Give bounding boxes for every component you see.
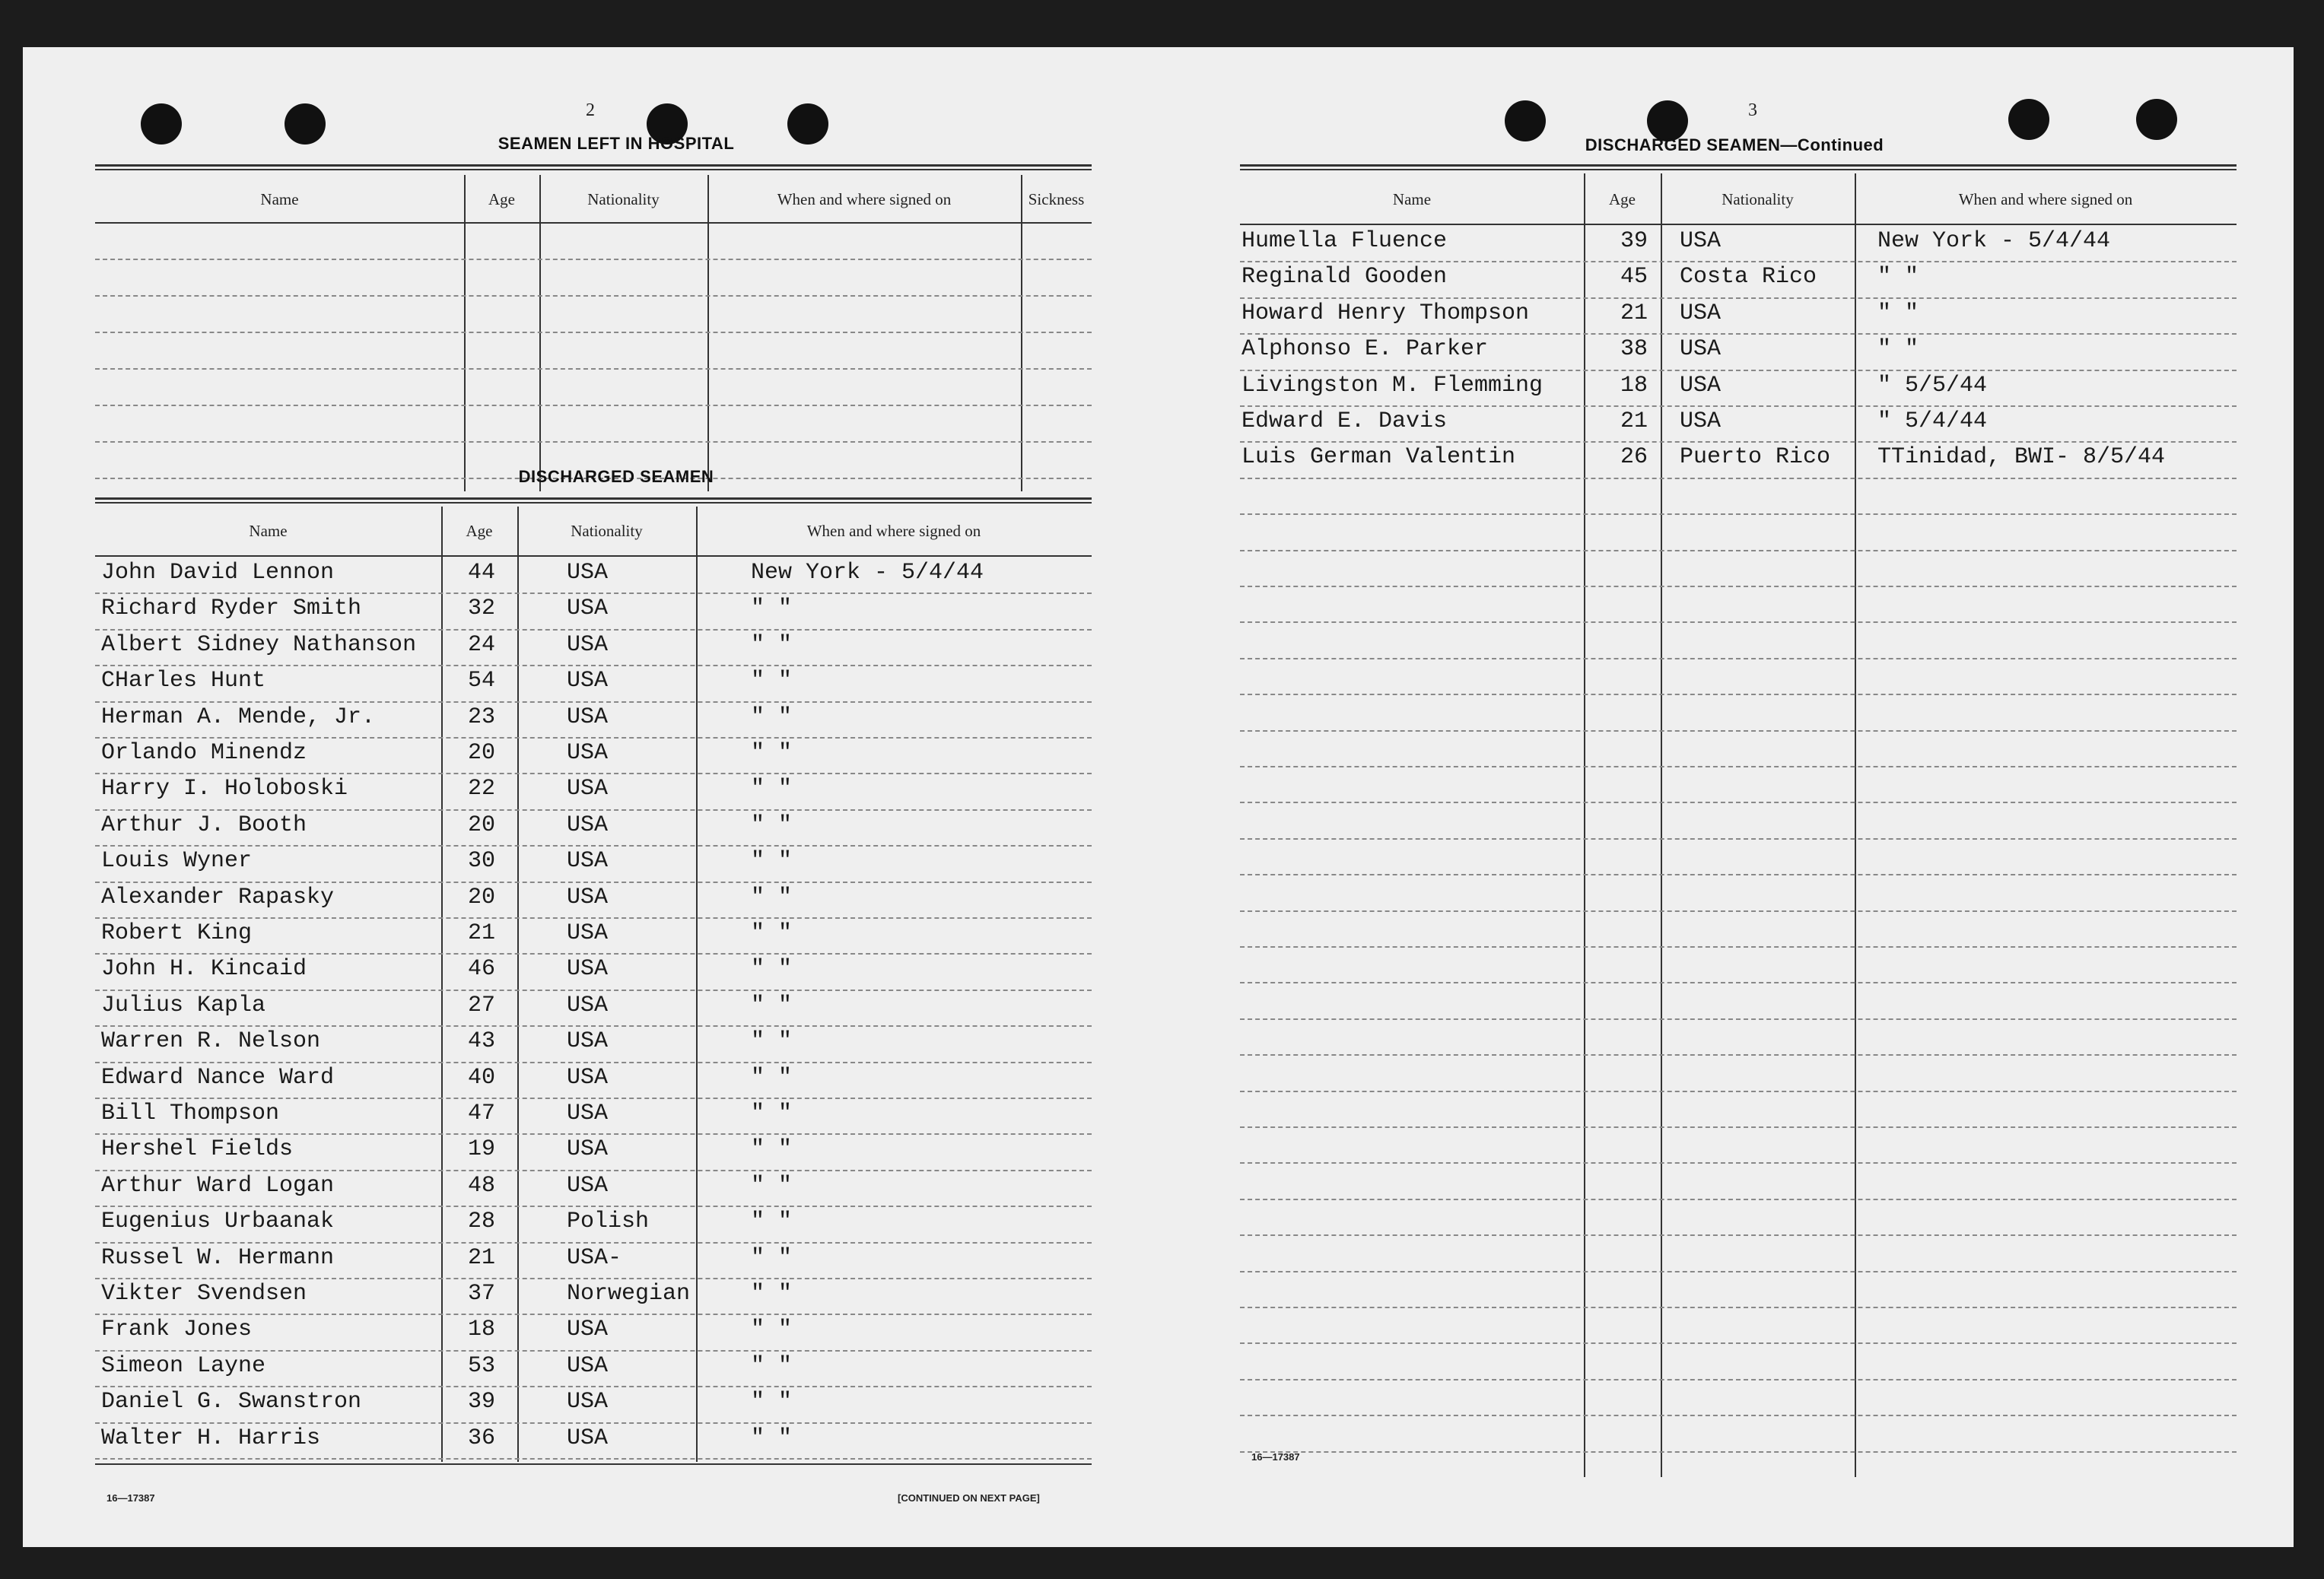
punch-hole — [285, 103, 326, 145]
cell-nationality: USA — [567, 1064, 609, 1091]
cell-name: Edward Nance Ward — [101, 1064, 335, 1091]
cell-nationality: USA — [567, 1028, 609, 1055]
table-bottom-rule — [95, 1463, 1092, 1465]
cell-nationality: USA — [567, 920, 609, 946]
discharged-section-title: DISCHARGED SEAMEN — [518, 467, 714, 486]
cell-nationality: USA — [567, 1425, 609, 1451]
cell-nationality: USA — [567, 1317, 609, 1343]
cell-name: Russel W. Hermann — [101, 1244, 335, 1271]
cell-age: 54 — [468, 668, 496, 694]
cell-signed: " " — [751, 1244, 793, 1271]
table-row — [95, 596, 1092, 631]
discharged-continued-table — [1240, 173, 2237, 1477]
cell-signed: TTinidad, BWI- 8/5/44 — [1877, 444, 2166, 471]
table-row — [95, 993, 1092, 1028]
header-name: Name — [1392, 190, 1432, 208]
cell-signed: " " — [751, 1028, 793, 1055]
table-row — [95, 776, 1092, 812]
cell-nationality: Polish — [567, 1209, 650, 1235]
cell-nationality: USA — [1680, 408, 1722, 434]
discharged-title-rule — [95, 497, 1092, 504]
cell-signed: " " — [751, 956, 793, 983]
cell-age: 53 — [468, 1352, 496, 1379]
cell-name: Alphonso E. Parker — [1241, 336, 1489, 363]
cell-name: Simeon Layne — [101, 1352, 266, 1379]
page-number-right: 3 — [1748, 100, 1757, 120]
cell-name: Richard Ryder Smith — [101, 596, 362, 622]
cell-age: 18 — [1620, 372, 1648, 399]
cell-name: Bill Thompson — [101, 1101, 280, 1126]
cell-nationality: USA — [567, 1172, 609, 1199]
cell-name: Herman A. Mende, Jr. — [101, 704, 376, 730]
cell-signed: " 5/4/44 — [1877, 408, 1988, 434]
cell-signed: " " — [751, 631, 793, 658]
cell-signed: " " — [751, 1352, 793, 1379]
table-row — [1240, 444, 2237, 480]
punch-hole — [2136, 99, 2177, 140]
table-row — [95, 1028, 1092, 1064]
cell-name: Albert Sidney Nathanson — [101, 631, 417, 658]
table-row — [95, 740, 1092, 776]
header-nationality: Nationality — [571, 522, 643, 540]
cell-nationality: USA — [567, 992, 609, 1018]
cell-age: 21 — [1620, 300, 1648, 326]
cell-name: Walter H. Harris — [101, 1425, 321, 1451]
cell-signed: " " — [751, 1136, 793, 1163]
table-row — [95, 1245, 1092, 1281]
cell-nationality: USA — [567, 596, 609, 622]
cell-age: 21 — [468, 920, 496, 946]
cell-age: 23 — [468, 704, 496, 730]
cell-nationality: USA — [567, 740, 609, 766]
cell-signed: " " — [751, 596, 793, 622]
table-row — [1240, 300, 2237, 336]
cell-name: Humella Fluence — [1241, 228, 1448, 254]
cell-name: Alexander Rapasky — [101, 884, 335, 910]
cell-age: 48 — [468, 1172, 496, 1199]
hospital-table — [95, 175, 1092, 491]
cell-name: Luis German Valentin — [1241, 444, 1516, 471]
cell-name: Julius Kapla — [101, 992, 266, 1018]
table-row — [95, 920, 1092, 956]
table-row — [95, 1101, 1092, 1136]
cell-age: 26 — [1620, 444, 1648, 471]
header-nationality: Nationality — [587, 190, 660, 208]
cell-nationality: USA- — [567, 1244, 622, 1271]
cell-signed: " " — [1877, 336, 1919, 363]
header-signed-on: When and where signed on — [777, 190, 952, 208]
form-number-left: 16—17387 — [107, 1492, 155, 1504]
punch-hole — [141, 103, 182, 145]
table-row — [95, 885, 1092, 920]
cell-age: 43 — [468, 1028, 496, 1055]
cell-name: Arthur J. Booth — [101, 812, 307, 838]
hospital-title-rule — [95, 164, 1092, 170]
cell-age: 24 — [468, 631, 496, 658]
hospital-section-title: SEAMEN LEFT IN HOSPITAL — [498, 134, 735, 153]
cell-age: 39 — [468, 1389, 496, 1415]
cell-name: Louis Wyner — [101, 848, 253, 875]
cell-age: 21 — [1620, 408, 1648, 434]
cell-name: Orlando Minendz — [101, 740, 307, 766]
punch-hole — [2008, 99, 2049, 140]
header-nationality: Nationality — [1722, 190, 1794, 208]
cell-nationality: USA — [567, 560, 609, 586]
header-signed-on: When and where signed on — [806, 522, 981, 540]
table-row — [95, 812, 1092, 848]
table-row — [95, 704, 1092, 740]
cell-age: 44 — [468, 560, 496, 586]
cell-name: Edward E. Davis — [1241, 408, 1448, 434]
cell-age: 20 — [468, 740, 496, 766]
cell-signed: " " — [1877, 300, 1919, 326]
cell-age: 40 — [468, 1064, 496, 1091]
table-row — [95, 1065, 1092, 1101]
cell-signed: New York - 5/4/44 — [1877, 228, 2111, 254]
cell-signed: " " — [751, 1317, 793, 1343]
cell-signed: " " — [751, 848, 793, 875]
table-row — [1240, 264, 2237, 300]
cell-nationality: USA — [567, 1101, 609, 1126]
header-name: Name — [249, 522, 288, 540]
cell-age: 20 — [468, 812, 496, 838]
table-row — [95, 668, 1092, 704]
cell-signed: New York - 5/4/44 — [751, 560, 984, 586]
cell-name: Warren R. Nelson — [101, 1028, 321, 1055]
cell-age: 20 — [468, 884, 496, 910]
cell-age: 22 — [468, 776, 496, 802]
cell-age: 47 — [468, 1101, 496, 1126]
cell-signed: " " — [751, 1101, 793, 1126]
cell-signed: " " — [751, 992, 793, 1018]
cell-nationality: USA — [567, 1389, 609, 1415]
table-row — [95, 1425, 1092, 1461]
cell-name: Arthur Ward Logan — [101, 1172, 335, 1199]
table-row — [95, 1281, 1092, 1317]
cell-signed: " " — [751, 776, 793, 802]
cell-nationality: USA — [1680, 300, 1722, 326]
cell-signed: " " — [751, 1209, 793, 1235]
cell-age: 28 — [468, 1209, 496, 1235]
cell-signed: " " — [751, 812, 793, 838]
cell-age: 30 — [468, 848, 496, 875]
header-age: Age — [466, 522, 493, 540]
cell-signed: " " — [751, 1064, 793, 1091]
cell-age: 45 — [1620, 264, 1648, 291]
right-title-rule — [1240, 164, 2237, 170]
table-row — [1240, 336, 2237, 372]
form-number-right: 16—17387 — [1251, 1451, 1300, 1463]
cell-name: Hershel Fields — [101, 1136, 294, 1163]
right-section-title: DISCHARGED SEAMEN—Continued — [1585, 135, 1884, 154]
table-row — [1240, 373, 2237, 408]
table-row — [95, 1136, 1092, 1172]
cell-nationality: USA — [567, 848, 609, 875]
cell-name: Vikter Svendsen — [101, 1281, 307, 1307]
page-number-left: 2 — [586, 100, 595, 120]
cell-age: 37 — [468, 1281, 496, 1307]
cell-age: 21 — [468, 1244, 496, 1271]
cell-name: Reginald Gooden — [1241, 264, 1448, 291]
cell-nationality: USA — [567, 1136, 609, 1163]
header-name: Name — [260, 190, 299, 208]
header-age: Age — [488, 190, 515, 208]
cell-name: Howard Henry Thompson — [1241, 300, 1530, 326]
continued-note: [CONTINUED ON NEXT PAGE] — [898, 1492, 1040, 1504]
cell-name: CHarles Hunt — [101, 668, 266, 694]
cell-age: 38 — [1620, 336, 1648, 363]
cell-nationality: USA — [567, 956, 609, 983]
cell-nationality: USA — [567, 812, 609, 838]
cell-age: 36 — [468, 1425, 496, 1451]
punch-hole — [1505, 100, 1546, 141]
cell-signed: " " — [751, 1425, 793, 1451]
table-row — [95, 1209, 1092, 1244]
punch-hole — [787, 103, 828, 145]
cell-signed: " " — [751, 1389, 793, 1415]
cell-name: Daniel G. Swanstron — [101, 1389, 362, 1415]
cell-age: 27 — [468, 992, 496, 1018]
cell-nationality: USA — [567, 1352, 609, 1379]
cell-nationality: USA — [567, 884, 609, 910]
cell-signed: " " — [751, 1172, 793, 1199]
cell-nationality: USA — [1680, 372, 1722, 399]
cell-name: John David Lennon — [101, 560, 335, 586]
cell-nationality: USA — [567, 704, 609, 730]
table-row — [95, 956, 1092, 992]
table-row — [95, 1389, 1092, 1425]
table-row — [95, 1353, 1092, 1389]
header-sickness: Sickness — [1028, 190, 1085, 208]
cell-nationality: USA — [1680, 228, 1722, 254]
cell-age: 32 — [468, 596, 496, 622]
cell-signed: " " — [751, 1281, 793, 1307]
cell-name: John H. Kincaid — [101, 956, 307, 983]
cell-nationality: USA — [567, 776, 609, 802]
header-signed-on: When and where signed on — [1958, 190, 2133, 208]
cell-nationality: USA — [567, 668, 609, 694]
cell-signed: " " — [751, 884, 793, 910]
header-age: Age — [1609, 190, 1636, 208]
cell-name: Livingston M. Flemming — [1241, 372, 1544, 399]
document-paper — [23, 47, 2294, 1547]
table-row — [1240, 408, 2237, 444]
cell-age: 19 — [468, 1136, 496, 1163]
cell-signed: " " — [751, 920, 793, 946]
cell-nationality: Puerto Rico — [1680, 444, 1831, 471]
table-row — [95, 848, 1092, 884]
cell-name: Eugenius Urbaanak — [101, 1209, 335, 1235]
cell-nationality: Norwegian — [567, 1281, 691, 1307]
cell-name: Robert King — [101, 920, 253, 946]
discharged-table — [95, 507, 1092, 1462]
table-row — [1240, 228, 2237, 264]
cell-signed: " " — [1877, 264, 1919, 291]
table-row — [95, 560, 1092, 596]
cell-nationality: USA — [567, 631, 609, 658]
cell-age: 46 — [468, 956, 496, 983]
cell-signed: " " — [751, 668, 793, 694]
table-row — [95, 632, 1092, 668]
cell-name: Harry I. Holoboski — [101, 776, 348, 802]
cell-name: Frank Jones — [101, 1317, 253, 1343]
table-row — [95, 1317, 1092, 1352]
cell-nationality: Costa Rico — [1680, 264, 1817, 291]
table-row — [95, 1173, 1092, 1209]
cell-signed: " 5/5/44 — [1877, 372, 1988, 399]
cell-age: 18 — [468, 1317, 496, 1343]
cell-age: 39 — [1620, 228, 1648, 254]
cell-nationality: USA — [1680, 336, 1722, 363]
cell-signed: " " — [751, 740, 793, 766]
cell-signed: " " — [751, 704, 793, 730]
